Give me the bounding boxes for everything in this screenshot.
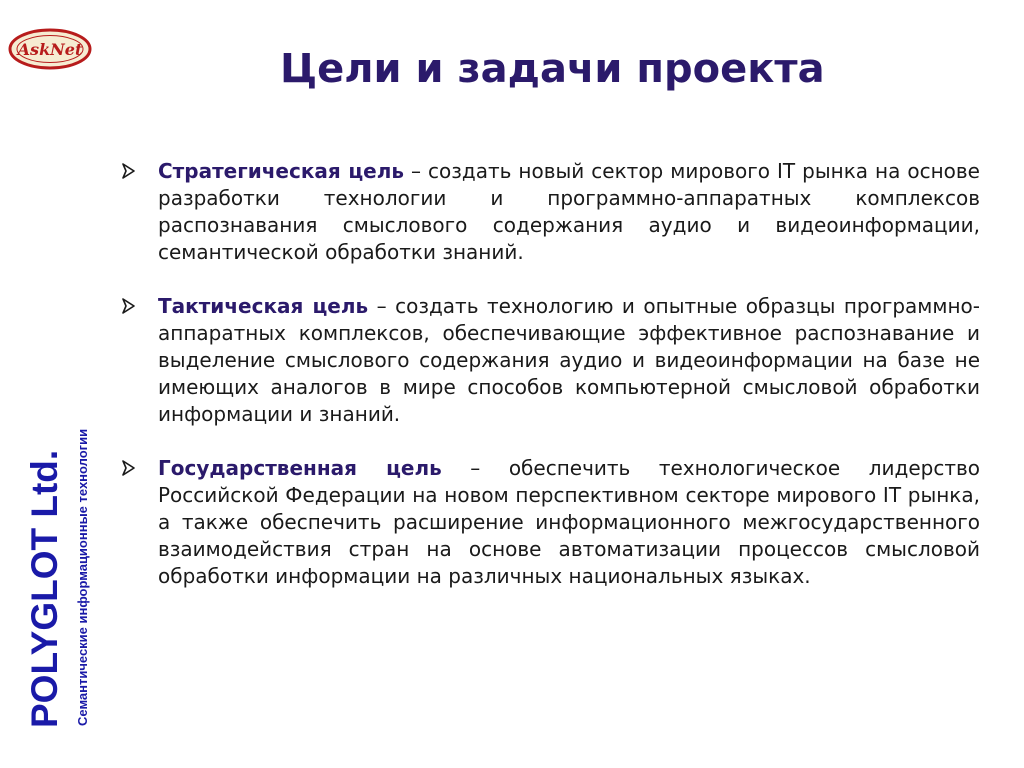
brand-tagline: Семантические информационные технологии [75, 428, 90, 726]
arrow-bullet-icon [122, 296, 136, 316]
goal-description: – обеспечить технологическое лидерство Российской Федерации на новом перспективном секторе мирового IT рынка, а также обеспечить расширение информационного межгосударственного взаимодействия стран на основе автоматизации процессов смысловой обработки информации на различных национальных языках. [158, 456, 980, 588]
asknet-logo [8, 27, 92, 71]
goal-item-state [122, 455, 980, 590]
side-brand [20, 328, 100, 728]
brand-name: POLYGLOT Ltd [24, 460, 65, 728]
goal-heading: Стратегическая цель [158, 159, 405, 183]
logo-text: AskNet [17, 40, 83, 59]
asknet-logo-graphic [8, 27, 92, 71]
goals-list [122, 158, 980, 617]
goal-description: – создать новый сектор мирового IT рынка на основе разработки технологии и программно-аппаратных комплексов распознавания смыслового содержания аудио и видеоинформации, семантической обработки знаний. [158, 159, 980, 264]
goal-item-strategic [122, 158, 980, 266]
goal-text [158, 158, 980, 266]
goal-item-tactical [122, 293, 980, 428]
goal-description: – создать технологию и опытные образцы программно-аппаратных комплексов, обеспечивающие эффективное распознавание и выделение смыслового содержания аудио и видеоинформации на базе не имеющих аналогов в мире способов компьютерной смысловой обработки информации и знаний. [158, 294, 981, 426]
arrow-bullet-icon [122, 161, 136, 181]
goal-text [158, 293, 980, 428]
brand-name-line [20, 328, 70, 728]
goal-text [158, 455, 980, 590]
goal-heading: Тактическая цель [158, 294, 369, 318]
page-title: Цели и задачи проекта [280, 46, 825, 92]
goal-heading: Государственная цель [158, 456, 442, 480]
arrow-bullet-icon [122, 458, 136, 478]
brand-dot: . [24, 449, 65, 461]
